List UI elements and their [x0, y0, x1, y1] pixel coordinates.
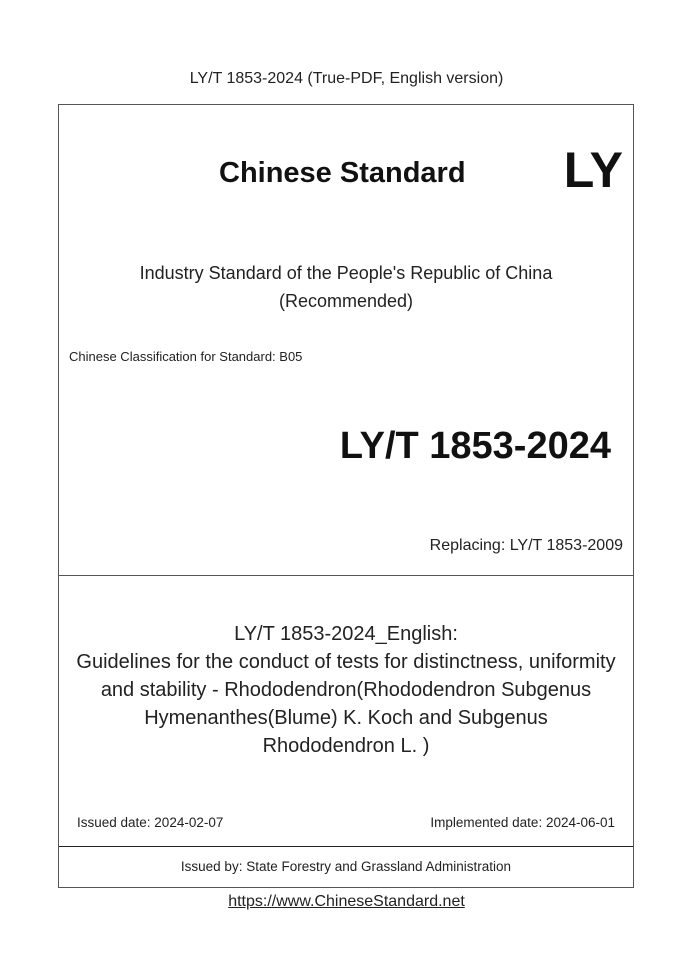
- title-line-2: Guidelines for the conduct of tests for distinctness, uniformity: [76, 651, 616, 673]
- document-title: [59, 620, 633, 760]
- title-line-4: Hymenanthes(Blume) K. Koch and Subgenus: [144, 707, 548, 729]
- issued-by-label: Issued by: State Forestry and Grassland Administration: [180, 859, 512, 874]
- title-line-3: and stability - Rhododendron(Rhododendron Subgenus: [100, 679, 592, 701]
- ly-mark: LY: [563, 142, 623, 198]
- cover-title-panel: [59, 576, 633, 847]
- cover-frame: [58, 104, 634, 888]
- site-link-row: [0, 893, 693, 911]
- industry-line-2: (Recommended): [278, 291, 414, 311]
- document-number: LY/T 1853-2024: [339, 425, 611, 467]
- classification-label: Chinese Classification for Standard: B05: [69, 349, 303, 364]
- issuer-panel: [59, 847, 633, 887]
- chinese-standard-link[interactable]: https://www.ChineseStandard.net: [228, 893, 465, 910]
- title-line-5: Rhododendron L. ): [262, 735, 430, 757]
- title-line-1: LY/T 1853-2024_English:: [234, 623, 458, 645]
- cover-top-panel: [59, 105, 633, 576]
- page-header: LY/T 1853-2024 (True-PDF, English version): [189, 70, 504, 87]
- implemented-date: Implemented date: 2024-06-01: [430, 815, 615, 830]
- industry-line-1: Industry Standard of the People's Republic of China: [139, 263, 553, 283]
- chinese-standard-heading: Chinese Standard: [219, 157, 466, 189]
- industry-standard-label: [59, 259, 633, 315]
- issued-date: Issued date: 2024-02-07: [77, 815, 224, 830]
- replacing-label: Replacing: LY/T 1853-2009: [429, 537, 623, 554]
